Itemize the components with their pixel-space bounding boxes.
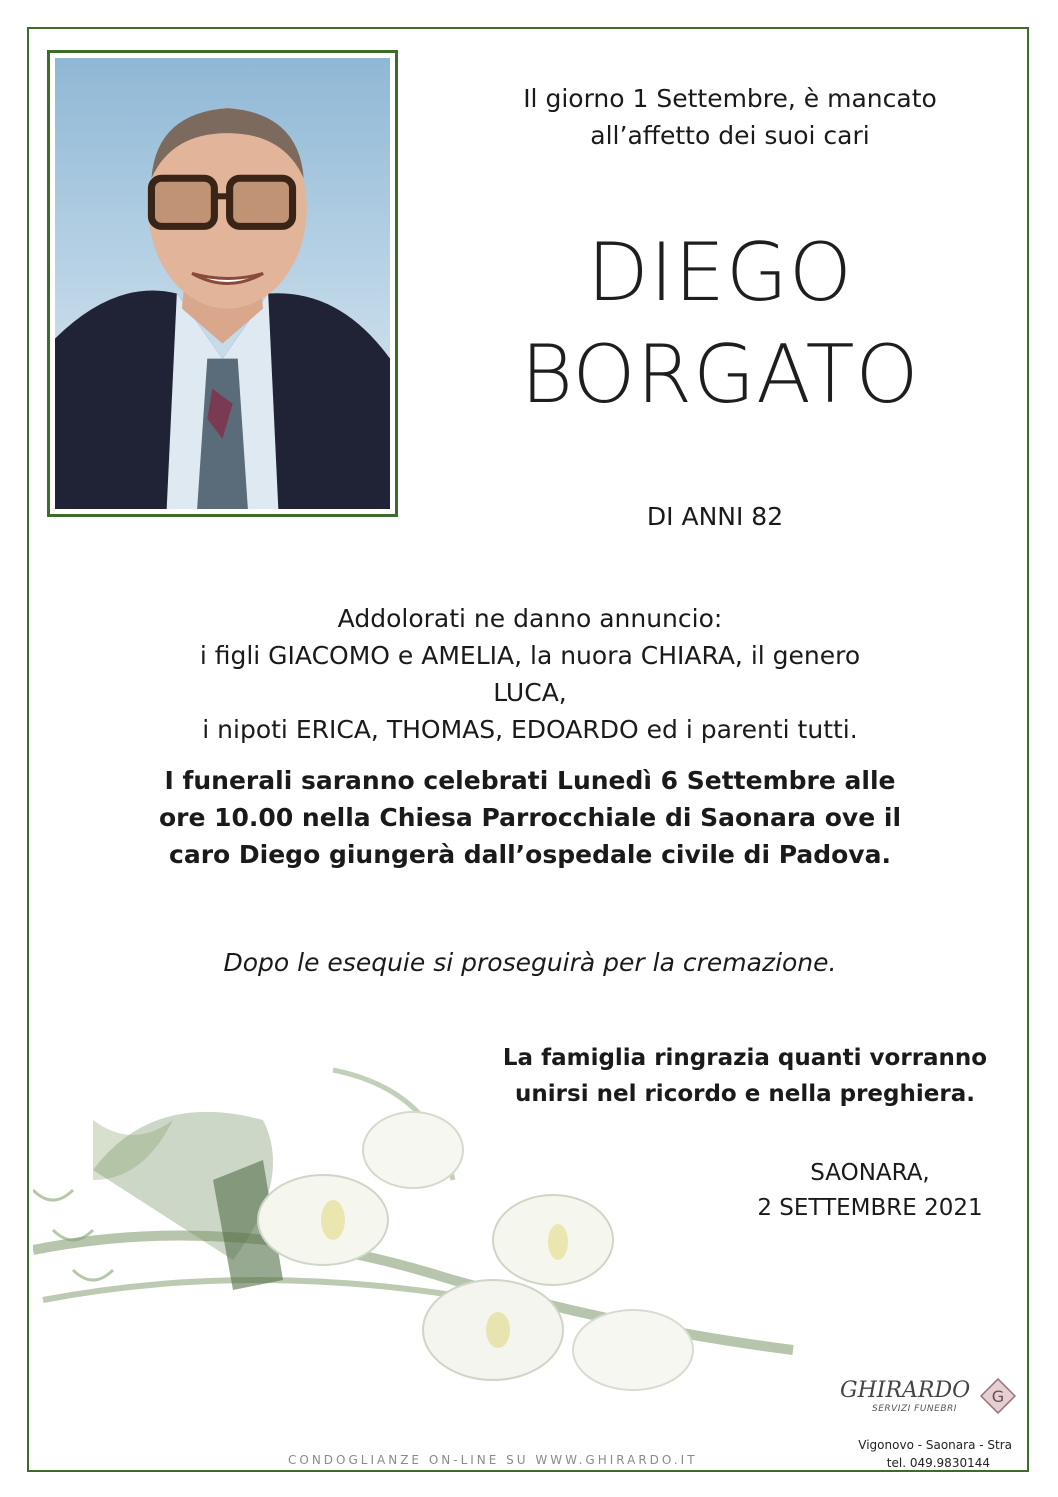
intro-text bbox=[460, 80, 1000, 154]
condolences-link: CONDOGLIANZE ON-LINE SU WWW.GHIRARDO.IT bbox=[288, 1453, 698, 1467]
logo-phone: tel. 049.9830144 bbox=[886, 1456, 990, 1470]
funeral-home-logo bbox=[832, 1376, 1022, 1468]
portrait-photo bbox=[55, 58, 390, 509]
funeral-line-2: ore 10.00 nella Chiesa Parrocchiale di Saonara ove il bbox=[158, 803, 902, 832]
logo-mark-letter: G bbox=[991, 1387, 1005, 1406]
logo-address: Vigonovo - Saonara - Stra bbox=[858, 1438, 1012, 1452]
first-name: DIEGO bbox=[587, 226, 853, 319]
announcement-line-1: Addolorati ne danno annuncio: bbox=[337, 604, 723, 633]
thanks-line-2: unirsi nel ricordo e nella preghiera. bbox=[515, 1081, 975, 1107]
funeral-line-3: caro Diego giungerà dall’ospedale civile di Padova. bbox=[169, 840, 891, 869]
logo-diamond-icon bbox=[980, 1378, 1016, 1414]
logo-brand: GHIRARDO bbox=[840, 1378, 971, 1403]
announcement bbox=[160, 600, 900, 748]
cremation-note: Dopo le esequie si proseguirà per la cremazione. bbox=[223, 948, 837, 977]
announcement-line-2: i figli GIACOMO e AMELIA, la nuora CHIARA, il genero LUCA, bbox=[199, 641, 861, 707]
logo-subtitle: SERVIZI FUNEBRI bbox=[872, 1404, 957, 1414]
last-name: BORGATO bbox=[520, 328, 920, 421]
portrait-frame bbox=[47, 50, 398, 517]
funeral-line-1: I funerali saranno celebrati Lunedì 6 Settembre alle bbox=[164, 766, 896, 795]
announcement-line-3: i nipoti ERICA, THOMAS, EDOARDO ed i parenti tutti. bbox=[202, 715, 858, 744]
thanks-text bbox=[480, 1040, 1010, 1112]
deceased-age: DI ANNI 82 bbox=[646, 502, 784, 531]
intro-line-1: Il giorno 1 Settembre, è mancato bbox=[523, 84, 937, 113]
thanks-line-1: La famiglia ringrazia quanti vorranno bbox=[502, 1045, 988, 1071]
place-date bbox=[720, 1156, 1020, 1226]
place: SAONARA, bbox=[810, 1160, 930, 1186]
intro-line-2: all’affetto dei suoi cari bbox=[590, 121, 870, 150]
deceased-name bbox=[440, 222, 1000, 426]
date: 2 SETTEMBRE 2021 bbox=[757, 1195, 983, 1221]
funeral-details bbox=[130, 762, 930, 873]
